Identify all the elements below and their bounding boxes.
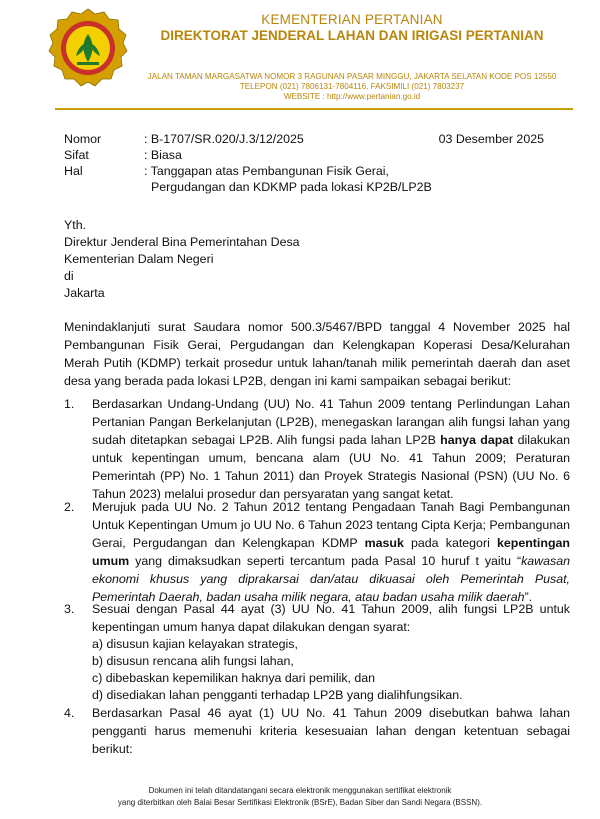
hal-value-line2: Pergudangan dan KDKMP pada lokasi KP2B/LP2B <box>151 180 432 194</box>
recipient-yth: Yth. <box>64 218 87 232</box>
sifat-value: : Biasa <box>144 148 182 162</box>
item-4-paragraph: Berdasarkan Pasal 46 ayat (1) UU No. 41 Tahun 2009 disebutkan bahwa lahan pengganti harus memenuhi kriteria kesesuaian lahan dengan ketentuan sebagai berikut: <box>92 706 570 756</box>
hal-label: Hal <box>64 164 83 178</box>
item-2-emphasis-masuk: masuk <box>364 536 404 550</box>
item-number: 2. <box>64 500 75 514</box>
item-number: 1. <box>64 397 75 411</box>
item-number: 3. <box>64 602 75 616</box>
ministry-emblem-logo <box>48 8 128 88</box>
recipient-title: Direktur Jenderal Bina Pemerintahan Desa <box>64 235 300 249</box>
item-2-paragraph: Merujuk pada UU No. 2 Tahun 2012 tentang Pengadaan Tanah Bagi Pembangunan Untuk Kepentingan Umum jo UU No. 6 Tahun 2023 tentang Cipta Kerja; Pembangunan Gerai, Pergudangan dan Kelengkapan KDMP masuk pada kategori kepentingan umum yang dimaksudkan seperti tercantum pada Pasal 10 huruf t yaitu “kawasan ekonomi khusus yang diprakarsai dan/atau dikuasai oleh Pemerintah Pusat, Pemerintah Daerah, badan usaha milik negara, atau badan usaha milik daerah”. <box>92 500 570 604</box>
recipient-di: di <box>64 269 74 283</box>
nomor-label: Nomor <box>64 132 102 146</box>
item-number: 4. <box>64 706 75 720</box>
letterhead-divider <box>55 108 573 110</box>
address-line: JALAN TAMAN MARGASATWA NOMOR 3 RAGUNAN PASAR MINGGU, JAKARTA SELATAN KODE POS 12550 <box>147 72 557 81</box>
phone-line: TELEPON (021) 7806131-7804116, FAKSIMILI (021) 7803237 <box>239 82 465 91</box>
recipient-ministry: Kementerian Dalam Negeri <box>64 252 214 266</box>
item-2-emphasis-kepentingan: kepentingan umum <box>92 536 570 568</box>
item-3-sub-d: d) disediakan lahan pengganti terhadap LP2B yang dialihfungsikan. <box>92 688 463 702</box>
item-3-sub-b: b) disusun rencana alih fungsi lahan, <box>92 654 294 668</box>
item-2-quote: kawasan ekonomi khusus yang diprakarsai dan/atau dikuasai oleh Pemerintah Pusat, Pemerintah Daerah, badan usaha milik negara, atau badan usaha milik daerah <box>92 554 570 604</box>
item-1-paragraph: Berdasarkan Undang-Undang (UU) No. 41 Tahun 2009 tentang Perlindungan Lahan Pertanian Pangan Berkelanjutan (LP2B), menegaskan larangan alih fungsi lahan yang sudah ditetapkan sebagai LP2B. Alih fungsi pada lahan LP2B hanya dapat dilakukan untuk kepentingan umum, bencana alam (UU No. 41 Tahun 2009; Peraturan Pemerintah (PP) No. 1 Tahun 2011) dan Proyek Strategis Nasional (PSN) (UU No. 6 Tahun 2023) melalui prosedur dan persyaratan yang sangat ketat. <box>92 397 570 501</box>
e-signature-note-line1: Dokumen ini telah ditandatangani secara elektronik menggunakan sertifikat elektronik <box>148 786 452 795</box>
e-signature-note-line2: yang diterbitkan oleh Balai Besar Sertifikasi Elektronik (BSrE), Badan Siber dan Sandi Negara (BSSN). <box>117 798 483 807</box>
recipient-city: Jakarta <box>64 286 105 300</box>
item-1-emphasis: hanya dapat <box>440 433 514 447</box>
nomor-value: : B-1707/SR.020/J.3/12/2025 <box>144 132 304 146</box>
website-line: WEBSITE : http://www.pertanian.go.id <box>283 92 421 101</box>
item-3-sub-a: a) disusun kajian kelayakan strategis, <box>92 637 298 651</box>
ministry-name: KEMENTERIAN PERTANIAN <box>261 12 443 27</box>
letter-date: 03 Desember 2025 <box>438 132 544 146</box>
hal-value-line1: : Tanggapan atas Pembangunan Fisik Gerai, <box>144 164 389 178</box>
sifat-label: Sifat <box>64 148 89 162</box>
directorate-name: DIREKTORAT JENDERAL LAHAN DAN IRIGASI PERTANIAN <box>160 28 544 43</box>
item-3-paragraph: Sesuai dengan Pasal 44 ayat (3) UU No. 41 Tahun 2009, alih fungsi LP2B untuk kepentingan umum hanya dapat dilakukan dengan syarat: <box>92 602 570 634</box>
item-3-sub-c: c) dibebaskan kepemilikan haknya dari pemilik, dan <box>92 671 376 685</box>
intro-paragraph: Menindaklanjuti surat Saudara nomor 500.3/5467/BPD tanggal 4 November 2025 hal Pembangunan Fisik Gerai, Pergudangan dan Kelengkapan Koperasi Desa/Kelurahan Merah Putih (KDMP) terkait prosedur untuk lahan/tanah milik pemerintah daerah dan aset desa yang berada pada lokasi LP2B, dengan ini kami sampaikan sebagai berikut: <box>64 320 570 388</box>
